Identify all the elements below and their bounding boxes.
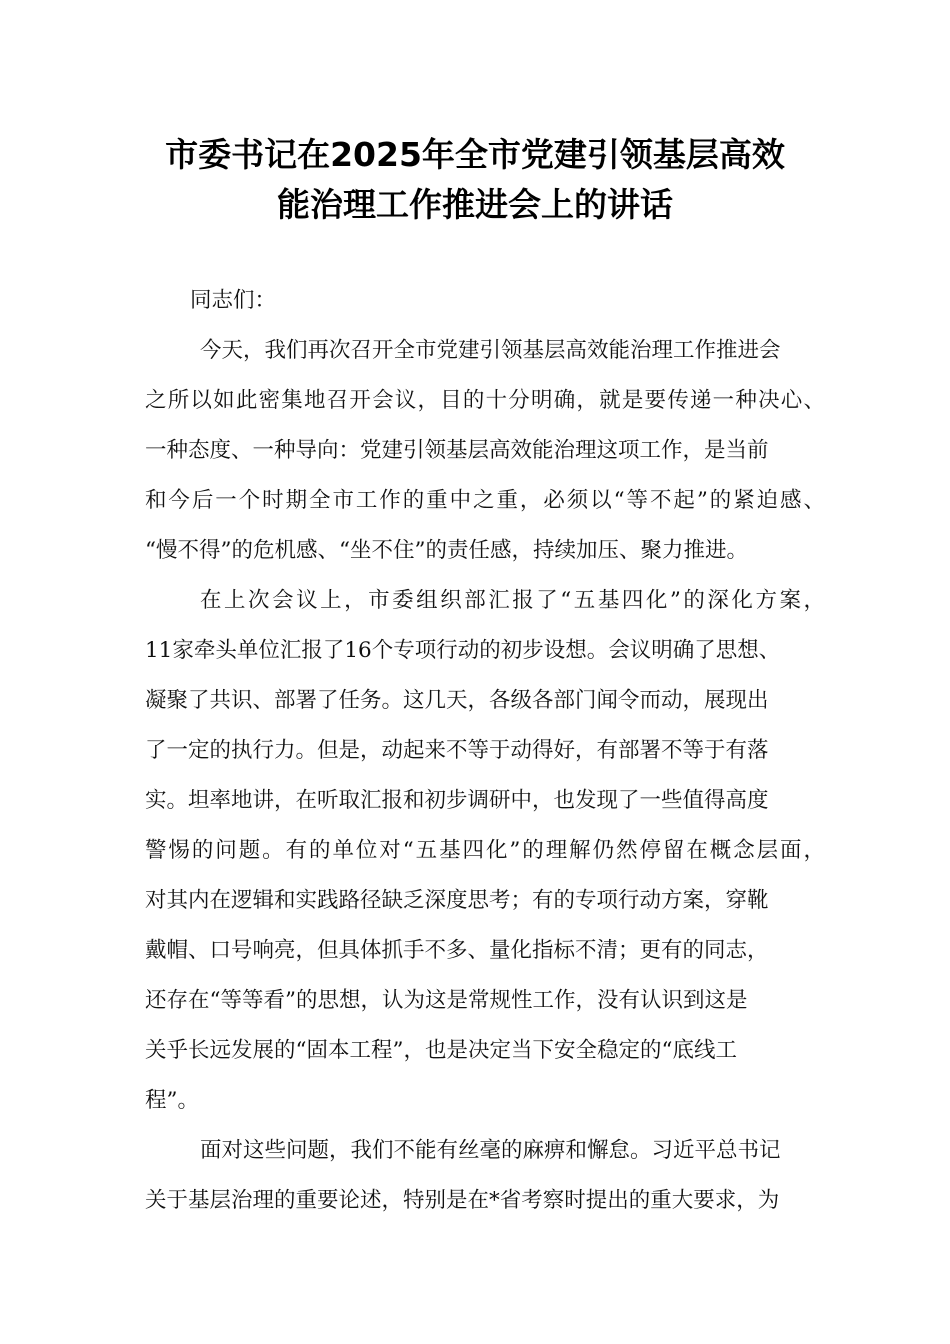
paragraph-3-line: 关于基层治理的重要论述，特别是在*省考察时提出的重大要求，为	[145, 1188, 780, 1213]
paragraph-1-line: 一种态度、一种导向：党建引领基层高效能治理这项工作，是当前	[145, 438, 769, 463]
paragraph-2-line: 程”。	[145, 1088, 199, 1113]
paragraph-2-line: 在上次会议上，市委组织部汇报了“五基四化”的深化方案，	[200, 588, 825, 613]
paragraph-2-line: 凝聚了共识、部署了任务。这几天，各级各部门闻令而动，展现出	[145, 688, 769, 713]
paragraph-2-line: 了一定的执行力。但是，动起来不等于动得好，有部署不等于有落	[145, 738, 769, 763]
paragraph-2-line: 警惕的问题。有的单位对“五基四化”的理解仍然停留在概念层面，	[145, 838, 825, 863]
paragraph-1-line: 之所以如此密集地召开会议，目的十分明确，就是要传递一种决心、	[145, 388, 825, 413]
paragraph-2-line: 对其内在逻辑和实践路径缺乏深度思考；有的专项行动方案，穿靴	[145, 888, 769, 913]
paragraph-2-line: 戴帽、口号响亮，但具体抓手不多、量化指标不清；更有的同志，	[145, 938, 769, 963]
paragraph-2-line: 还存在“等等看”的思想，认为这是常规性工作，没有认识到这是	[145, 988, 748, 1013]
paragraph-2-line: 关乎长远发展的“固本工程”，也是决定当下安全稳定的“底线工	[145, 1038, 737, 1063]
paragraph-2-line: 11家牵头单位汇报了16个专项行动的初步设想。会议明确了思想、	[145, 638, 781, 663]
paragraph-1-line: 今天，我们再次召开全市党建引领基层高效能治理工作推进会	[200, 338, 781, 363]
paragraph-1-line: 和今后一个时期全市工作的重中之重，必须以“等不起”的紧迫感、	[145, 488, 825, 513]
paragraph-2-line: 实。坦率地讲，在听取汇报和初步调研中，也发现了一些值得高度	[145, 788, 769, 813]
salutation: 同志们：	[190, 288, 277, 313]
document-title-line-1: 市委书记在2025年全市党建引领基层高效	[165, 135, 785, 174]
paragraph-1-line: “慢不得”的危机感、“坐不住”的责任感，持续加压、聚力推进。	[145, 538, 748, 563]
paragraph-3-line: 面对这些问题，我们不能有丝毫的麻痹和懈怠。习近平总书记	[200, 1138, 781, 1163]
document-title-line-2: 能治理工作推进会上的讲话	[277, 185, 673, 224]
